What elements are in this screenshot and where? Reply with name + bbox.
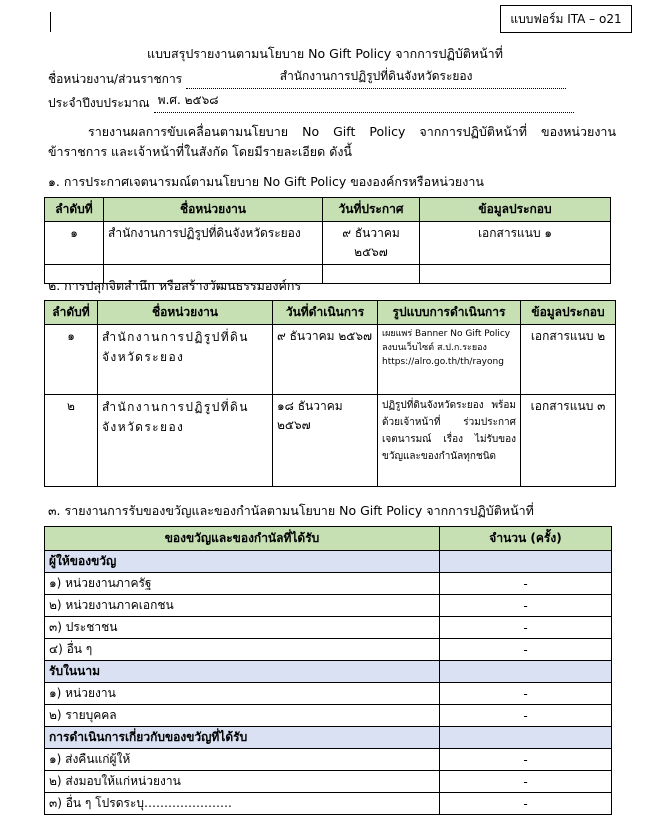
group-title: รับในนาม	[45, 661, 440, 683]
section2-heading: ๒. การปลุกจิตสำนึก หรือสร้างวัฒนธรรมองค์กร	[48, 278, 302, 293]
item-label: ๓) อื่น ๆ โปรดระบุ………………….	[45, 793, 440, 815]
intro-paragraph: รายงานผลการขับเคลื่อนตามนโยบาย No Gift Policy จากการปฏิบัติหน้าที่ ของหน่วยงานข้าราชการ และเจ้าหน้าที่ในสังกัด โดยมีรายละเอียด ดังนี้	[48, 124, 616, 159]
cell-ref: เอกสารแนบ ๓	[521, 395, 616, 487]
cell-no: ๒	[45, 395, 98, 487]
item-label: ๒) รายบุคคล	[45, 705, 440, 727]
item-label: ๑) หน่วยงานภาครัฐ	[45, 573, 440, 595]
table-row	[45, 705, 612, 727]
table-row	[45, 573, 612, 595]
group-empty-cell	[440, 551, 612, 573]
text-cursor	[50, 12, 51, 32]
group-row	[45, 661, 612, 683]
item-label: ๑) หน่วยงาน	[45, 683, 440, 705]
table-row	[45, 595, 612, 617]
empty-cell	[420, 265, 611, 284]
col-header: ชื่อหน่วยงาน	[104, 198, 323, 222]
table-row	[45, 771, 612, 793]
item-count: -	[440, 683, 612, 705]
cell-agency: สำนักงานการปฏิรูปที่ดินจังหวัดระยอง	[104, 222, 323, 265]
table-row	[45, 617, 612, 639]
col-header: วันที่ประกาศ	[323, 198, 420, 222]
col-header: ชื่อหน่วยงาน	[98, 301, 273, 325]
section1-heading: ๑. การประกาศเจตนารมณ์ตามนโยบาย No Gift Policy ขององค์กรหรือหน่วยงาน	[48, 174, 484, 189]
col-header: ข้อมูลประกอบ	[420, 198, 611, 222]
item-count: -	[440, 617, 612, 639]
col-header: ของขวัญและของกำนัลที่ได้รับ	[45, 527, 440, 551]
section3-heading: ๓. รายงานการรับของขวัญและของกำนัลตามนโยบาย No Gift Policy จากการปฏิบัติหน้าที่	[48, 503, 534, 518]
col-header: จำนวน (ครั้ง)	[440, 527, 612, 551]
table-row	[45, 793, 612, 815]
col-header: วันที่ดำเนินการ	[273, 301, 378, 325]
item-label: ๓) ประชาชน	[45, 617, 440, 639]
col-header: ลำดับที่	[45, 301, 98, 325]
cell-ref: เอกสารแนบ ๑	[420, 222, 611, 265]
item-count: -	[440, 705, 612, 727]
item-count: -	[440, 793, 612, 815]
item-count: -	[440, 595, 612, 617]
fiscal-year-row	[48, 94, 574, 113]
group-row	[45, 727, 612, 749]
col-header: ลำดับที่	[45, 198, 104, 222]
agency-value: สำนักงานการปฏิรูปที่ดินจังหวัดระยอง	[279, 69, 473, 83]
item-count: -	[440, 639, 612, 661]
cell-method: ปฏิรูปที่ดินจังหวัดระยอง พร้อมด้วยเจ้าหน้าที่ ร่วมประกาศเจตนารมณ์ เรื่อง ไม่รับของขวัญและของกำนัลทุกชนิด	[378, 395, 521, 487]
item-label: ๒) ส่งมอบให้แก่หน่วยงาน	[45, 771, 440, 793]
table-header-row	[45, 198, 611, 222]
group-title: การดำเนินการเกี่ยวกับของขวัญที่ได้รับ	[45, 727, 440, 749]
form-code-box	[500, 5, 632, 33]
fiscal-year-label: ประจำปีงบประมาณ	[48, 96, 150, 110]
cell-no: ๑	[45, 325, 98, 395]
table-row	[45, 749, 612, 771]
table-row	[45, 325, 616, 395]
item-count: -	[440, 573, 612, 595]
agency-label: ชื่อหน่วยงาน/ส่วนราชการ	[48, 72, 183, 86]
section1-table	[44, 197, 611, 284]
cell-date: ๙ ธันวาคม ๒๕๖๗	[323, 222, 420, 265]
cell-agency: สำนักงานการปฏิรูปที่ดินจังหวัดระยอง	[98, 325, 273, 395]
table-header-row	[45, 527, 612, 551]
table-row	[45, 683, 612, 705]
fiscal-year-field	[154, 95, 574, 113]
item-label: ๔) อื่น ๆ	[45, 639, 440, 661]
item-count: -	[440, 749, 612, 771]
cell-no: ๑	[45, 222, 104, 265]
table-row	[45, 639, 612, 661]
col-header: ข้อมูลประกอบ	[521, 301, 616, 325]
cell-ref: เอกสารแนบ ๒	[521, 325, 616, 395]
group-empty-cell	[440, 727, 612, 749]
group-row	[45, 551, 612, 573]
col-header: รูปแบบการดำเนินการ	[378, 301, 521, 325]
cell-method: เผยแพร่ Banner No Gift Policy ลงบนเว็บไซต์ ส.ป.ก.ระยอง https://alro.go.th/th/rayong	[378, 325, 521, 395]
table-row	[45, 395, 616, 487]
fiscal-year-value: พ.ศ. ๒๕๖๘	[157, 93, 219, 107]
cell-agency: สำนักงานการปฏิรูปที่ดินจังหวัดระยอง	[98, 395, 273, 487]
group-title: ผู้ให้ของขวัญ	[45, 551, 440, 573]
table-header-row	[45, 301, 616, 325]
item-label: ๒) หน่วยงานภาคเอกชน	[45, 595, 440, 617]
item-count: -	[440, 771, 612, 793]
cell-date: ๑๘ ธันวาคม ๒๕๖๗	[273, 395, 378, 487]
section2-table	[44, 300, 616, 487]
agency-row	[48, 70, 566, 89]
table-row	[45, 222, 611, 265]
empty-cell	[323, 265, 420, 284]
group-empty-cell	[440, 661, 612, 683]
agency-field	[186, 71, 566, 89]
cell-date: ๙ ธันวาคม ๒๕๖๗	[273, 325, 378, 395]
document-title: แบบสรุปรายงานตามนโยบาย No Gift Policy จากการปฏิบัติหน้าที่	[147, 46, 503, 61]
item-label: ๑) ส่งคืนแก่ผู้ให้	[45, 749, 440, 771]
section3-table	[44, 526, 612, 815]
form-code: แบบฟอร์ม ITA – o21	[510, 11, 622, 26]
